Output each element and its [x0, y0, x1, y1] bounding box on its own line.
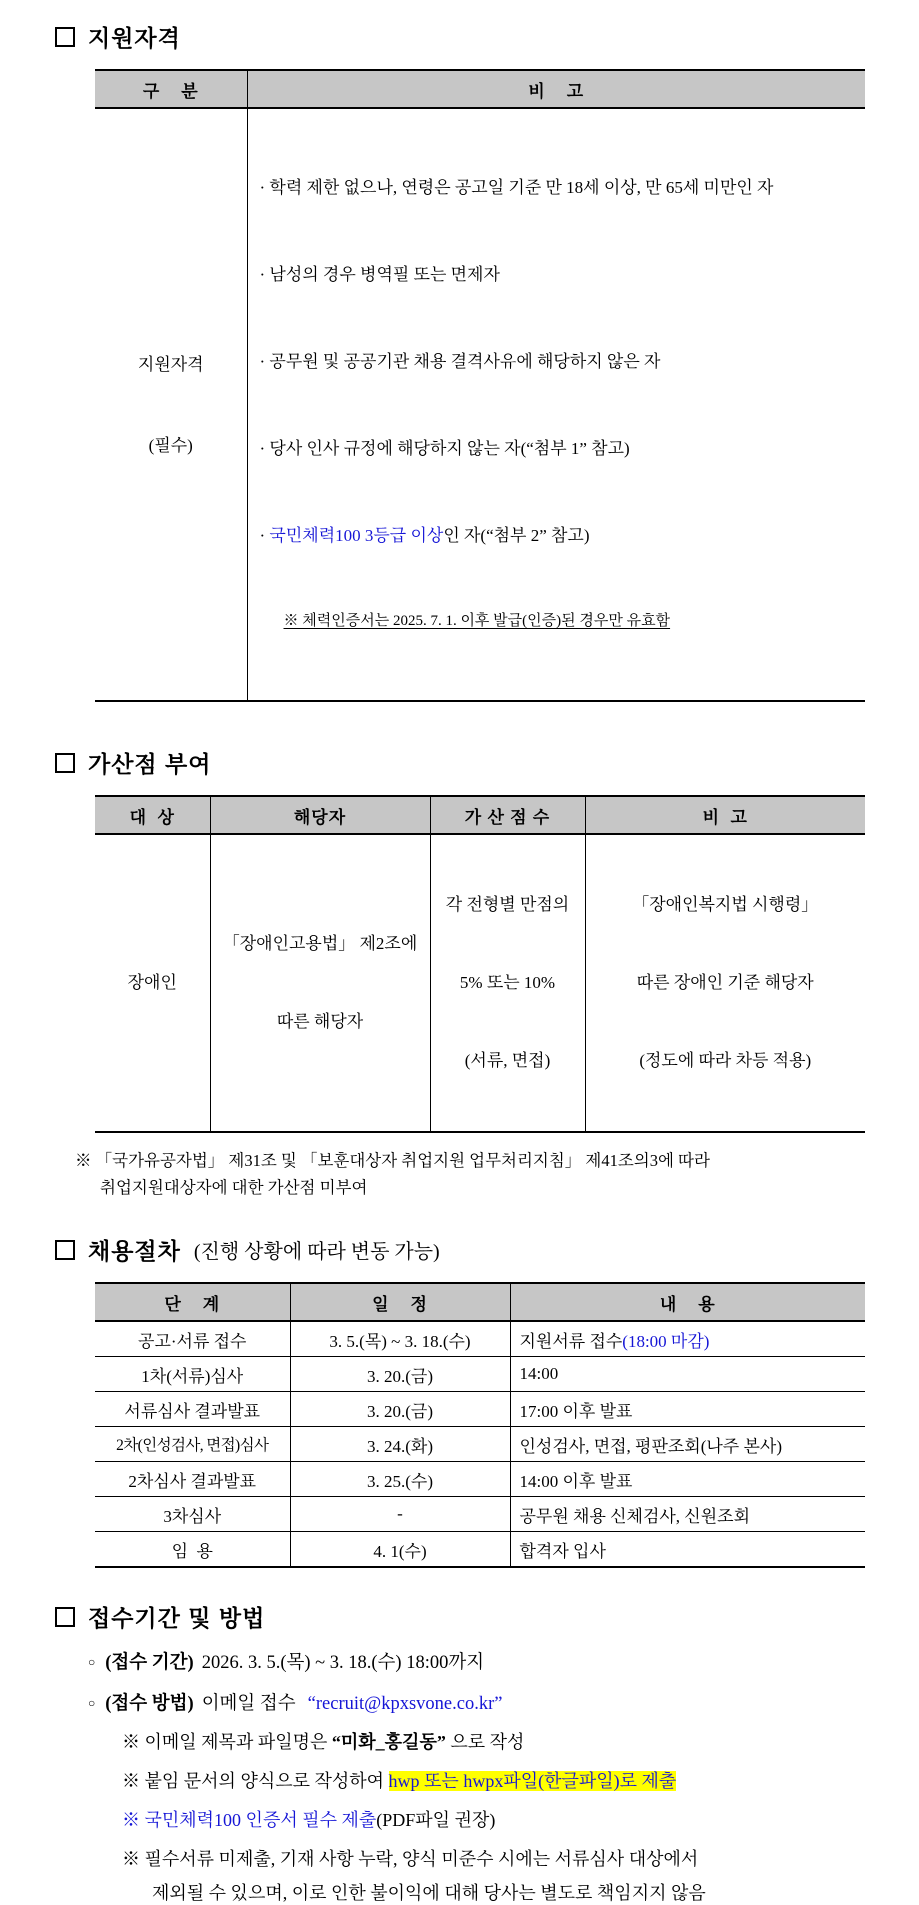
application-note-disclaimer-line2: 제외될 수 있으며, 이로 인한 불이익에 대해 당사는 별도로 책임지지 않음	[152, 1883, 706, 1903]
recruit-email: “recruit@kpxsvone.co.kr”	[307, 1694, 503, 1714]
date-cell: 3. 25.(수)	[290, 1462, 510, 1497]
content-cell	[510, 1321, 865, 1357]
section-title-suffix: (진행 상황에 따라 변동 가능)	[193, 1241, 440, 1263]
date-cell: 3. 24.(화)	[290, 1427, 510, 1462]
qualification-label-line2: (필수)	[148, 435, 193, 455]
deadline-highlight: (18:00 마감)	[622, 1331, 710, 1351]
header-cell-target: 대 상	[95, 796, 210, 834]
qualification-bullet: · 남성의 경우 병역필 또는 면제자	[259, 265, 500, 284]
table-header-row	[95, 70, 865, 108]
period-text: 2026. 3. 5.(목) ~ 3. 18.(수) 18:00까지	[201, 1653, 485, 1673]
application-note-disclaimer-line1: ※ 필수서류 미제출, 기재 사항 누락, 양식 미준수 시에는 서류심사 대상에서	[122, 1849, 699, 1869]
checkbox-icon	[55, 1240, 75, 1260]
content-cell: 공무원 채용 신체검사, 신원조회	[510, 1497, 865, 1532]
table-row	[95, 1497, 865, 1532]
content-cell: 17:00 이후 발표	[510, 1392, 865, 1427]
text-line: (서류, 면접)	[464, 1051, 551, 1070]
certificate-required-text: ※ 국민체력100 인증서 필수 제출	[122, 1810, 377, 1830]
application-period-line	[88, 1648, 919, 1674]
text-line: 따른 장애인 기준 해당자	[636, 973, 814, 992]
stage-cell: 2차(인성검사, 면접)심사	[95, 1427, 290, 1462]
header-cell-eligible: 해당자	[210, 796, 430, 834]
content-cell: 14:00 이후 발표	[510, 1462, 865, 1497]
stage-cell: 서류심사 결과발표	[95, 1392, 290, 1427]
section-title-text: 접수기간 및 방법	[88, 1605, 266, 1631]
qualification-bullet	[260, 521, 858, 550]
table-row	[95, 1427, 865, 1462]
qualification-table	[95, 69, 865, 702]
bonus-eligible-cell	[210, 834, 430, 1132]
date-cell: 3. 20.(금)	[290, 1392, 510, 1427]
section-title-application	[55, 1600, 919, 1633]
bonus-remark-cell	[585, 834, 865, 1132]
fitness-grade-highlight: 국민체력100 3등급 이상	[269, 526, 444, 545]
section-title-qualification	[55, 20, 919, 53]
file-format-highlight: hwp 또는 hwpx파일(한글파일)로 제출	[388, 1771, 677, 1791]
stage-cell: 공고·서류 접수	[138, 1331, 247, 1351]
text-line: 5% 또는 10%	[459, 973, 556, 992]
application-note-certificate	[122, 1806, 919, 1832]
circle-bullet-icon: ○	[88, 1696, 96, 1710]
qualification-content-cell	[247, 108, 865, 701]
stage-cell: 1차(서류)심사	[95, 1357, 290, 1392]
stage-cell: 2차심사 결과발표	[95, 1462, 290, 1497]
section-title-process	[55, 1233, 919, 1266]
bonus-target-cell: 장애인	[127, 973, 177, 992]
content-cell: 인성검사, 면접, 평판조회(나주 본사)	[510, 1427, 865, 1462]
process-table	[95, 1282, 865, 1568]
date-cell: -	[290, 1497, 510, 1532]
content-cell: 합격자 입사	[510, 1532, 865, 1568]
qualification-label-cell	[95, 108, 247, 701]
stage-cell: 3차심사	[95, 1497, 290, 1532]
circle-bullet-icon: ○	[88, 1655, 96, 1669]
section-title-text: 지원자격	[88, 25, 181, 51]
text-line: 각 전형별 만점의	[445, 895, 570, 914]
note-text: ※ 이메일 제목과 파일명은	[122, 1732, 332, 1752]
filename-example: “미화_홍길동”	[331, 1732, 446, 1752]
table-row	[95, 1392, 865, 1427]
method-label: (접수 방법)	[105, 1694, 194, 1714]
section-title-text: 가산점 부여	[88, 751, 212, 777]
qualification-bullet: · 공무원 및 공공기관 채용 결격사유에 해당하지 않은 자	[259, 352, 661, 371]
header-cell-remarks: 비 고	[247, 70, 865, 108]
date-cell: 3. 20.(금)	[290, 1357, 510, 1392]
text-line: 「장애인복지법 시행령」	[632, 895, 819, 914]
table-row	[95, 834, 865, 1132]
text-line: 「장애인고용법」 제2조에	[222, 934, 418, 953]
date-cell: 4. 1(수)	[290, 1532, 510, 1568]
header-cell-stage: 단 계	[95, 1283, 290, 1321]
header-cell-category: 구 분	[95, 70, 247, 108]
text-line: 따른 해당자	[276, 1012, 364, 1031]
header-cell-date: 일 정	[290, 1283, 510, 1321]
qualification-bullet: · 당사 인사 규정에 해당하지 않는 자(“첨부 1” 참고)	[259, 439, 630, 458]
bonus-footnote-line1: ※ 「국가유공자법」 제31조 및 「보훈대상자 취업지원 업무처리지침」 제41조의3에 따라	[75, 1151, 710, 1170]
content-text: 지원서류 접수	[519, 1331, 623, 1351]
qualification-label-line1: 지원자격	[137, 354, 204, 374]
content-cell: 14:00	[510, 1357, 865, 1392]
bullet-rest: 인 자(“첨부 2” 참고)	[443, 526, 590, 545]
application-note-format	[122, 1767, 919, 1793]
table-row	[95, 1321, 865, 1357]
header-cell-remarks: 비 고	[585, 796, 865, 834]
header-cell-content: 내 용	[510, 1283, 865, 1321]
application-note-filename	[122, 1728, 919, 1754]
stage-cell: 임 용	[95, 1532, 290, 1568]
table-row	[95, 1357, 865, 1392]
checkbox-icon	[55, 27, 75, 47]
bonus-footnote-line2: 취업지원대상자에 대한 가산점 미부여	[100, 1178, 368, 1197]
application-method-line	[88, 1689, 919, 1715]
note-text: (PDF파일 권장)	[376, 1810, 496, 1830]
qualification-bullet: · 학력 제한 없으나, 연령은 공고일 기준 만 18세 이상, 만 65세 미만인 자	[259, 178, 774, 197]
section-title-text: 채용절차	[88, 1238, 181, 1264]
bullet-dot: ·	[259, 526, 270, 545]
period-label: (접수 기간)	[105, 1653, 194, 1673]
bonus-points-cell	[430, 834, 585, 1132]
table-header-row	[95, 1283, 865, 1321]
header-cell-points: 가 산 점 수	[430, 796, 585, 834]
section-title-bonus	[55, 746, 919, 779]
text-line: (정도에 따라 차등 적용)	[639, 1051, 812, 1070]
note-text: ※ 붙임 문서의 양식으로 작성하여	[122, 1771, 389, 1791]
checkbox-icon	[55, 1607, 75, 1627]
table-header-row	[95, 796, 865, 834]
checkbox-icon	[55, 753, 75, 773]
table-row	[95, 108, 865, 701]
table-row	[95, 1532, 865, 1568]
method-text: 이메일 접수	[201, 1694, 296, 1714]
fitness-cert-note: ※ 체력인증서는 2025. 7. 1. 이후 발급(인증)된 경우만 유효함	[283, 613, 671, 629]
bonus-table	[95, 795, 865, 1133]
date-cell: 3. 5.(목) ~ 3. 18.(수)	[290, 1321, 510, 1357]
table-row	[95, 1462, 865, 1497]
note-text: 으로 작성	[445, 1732, 525, 1752]
